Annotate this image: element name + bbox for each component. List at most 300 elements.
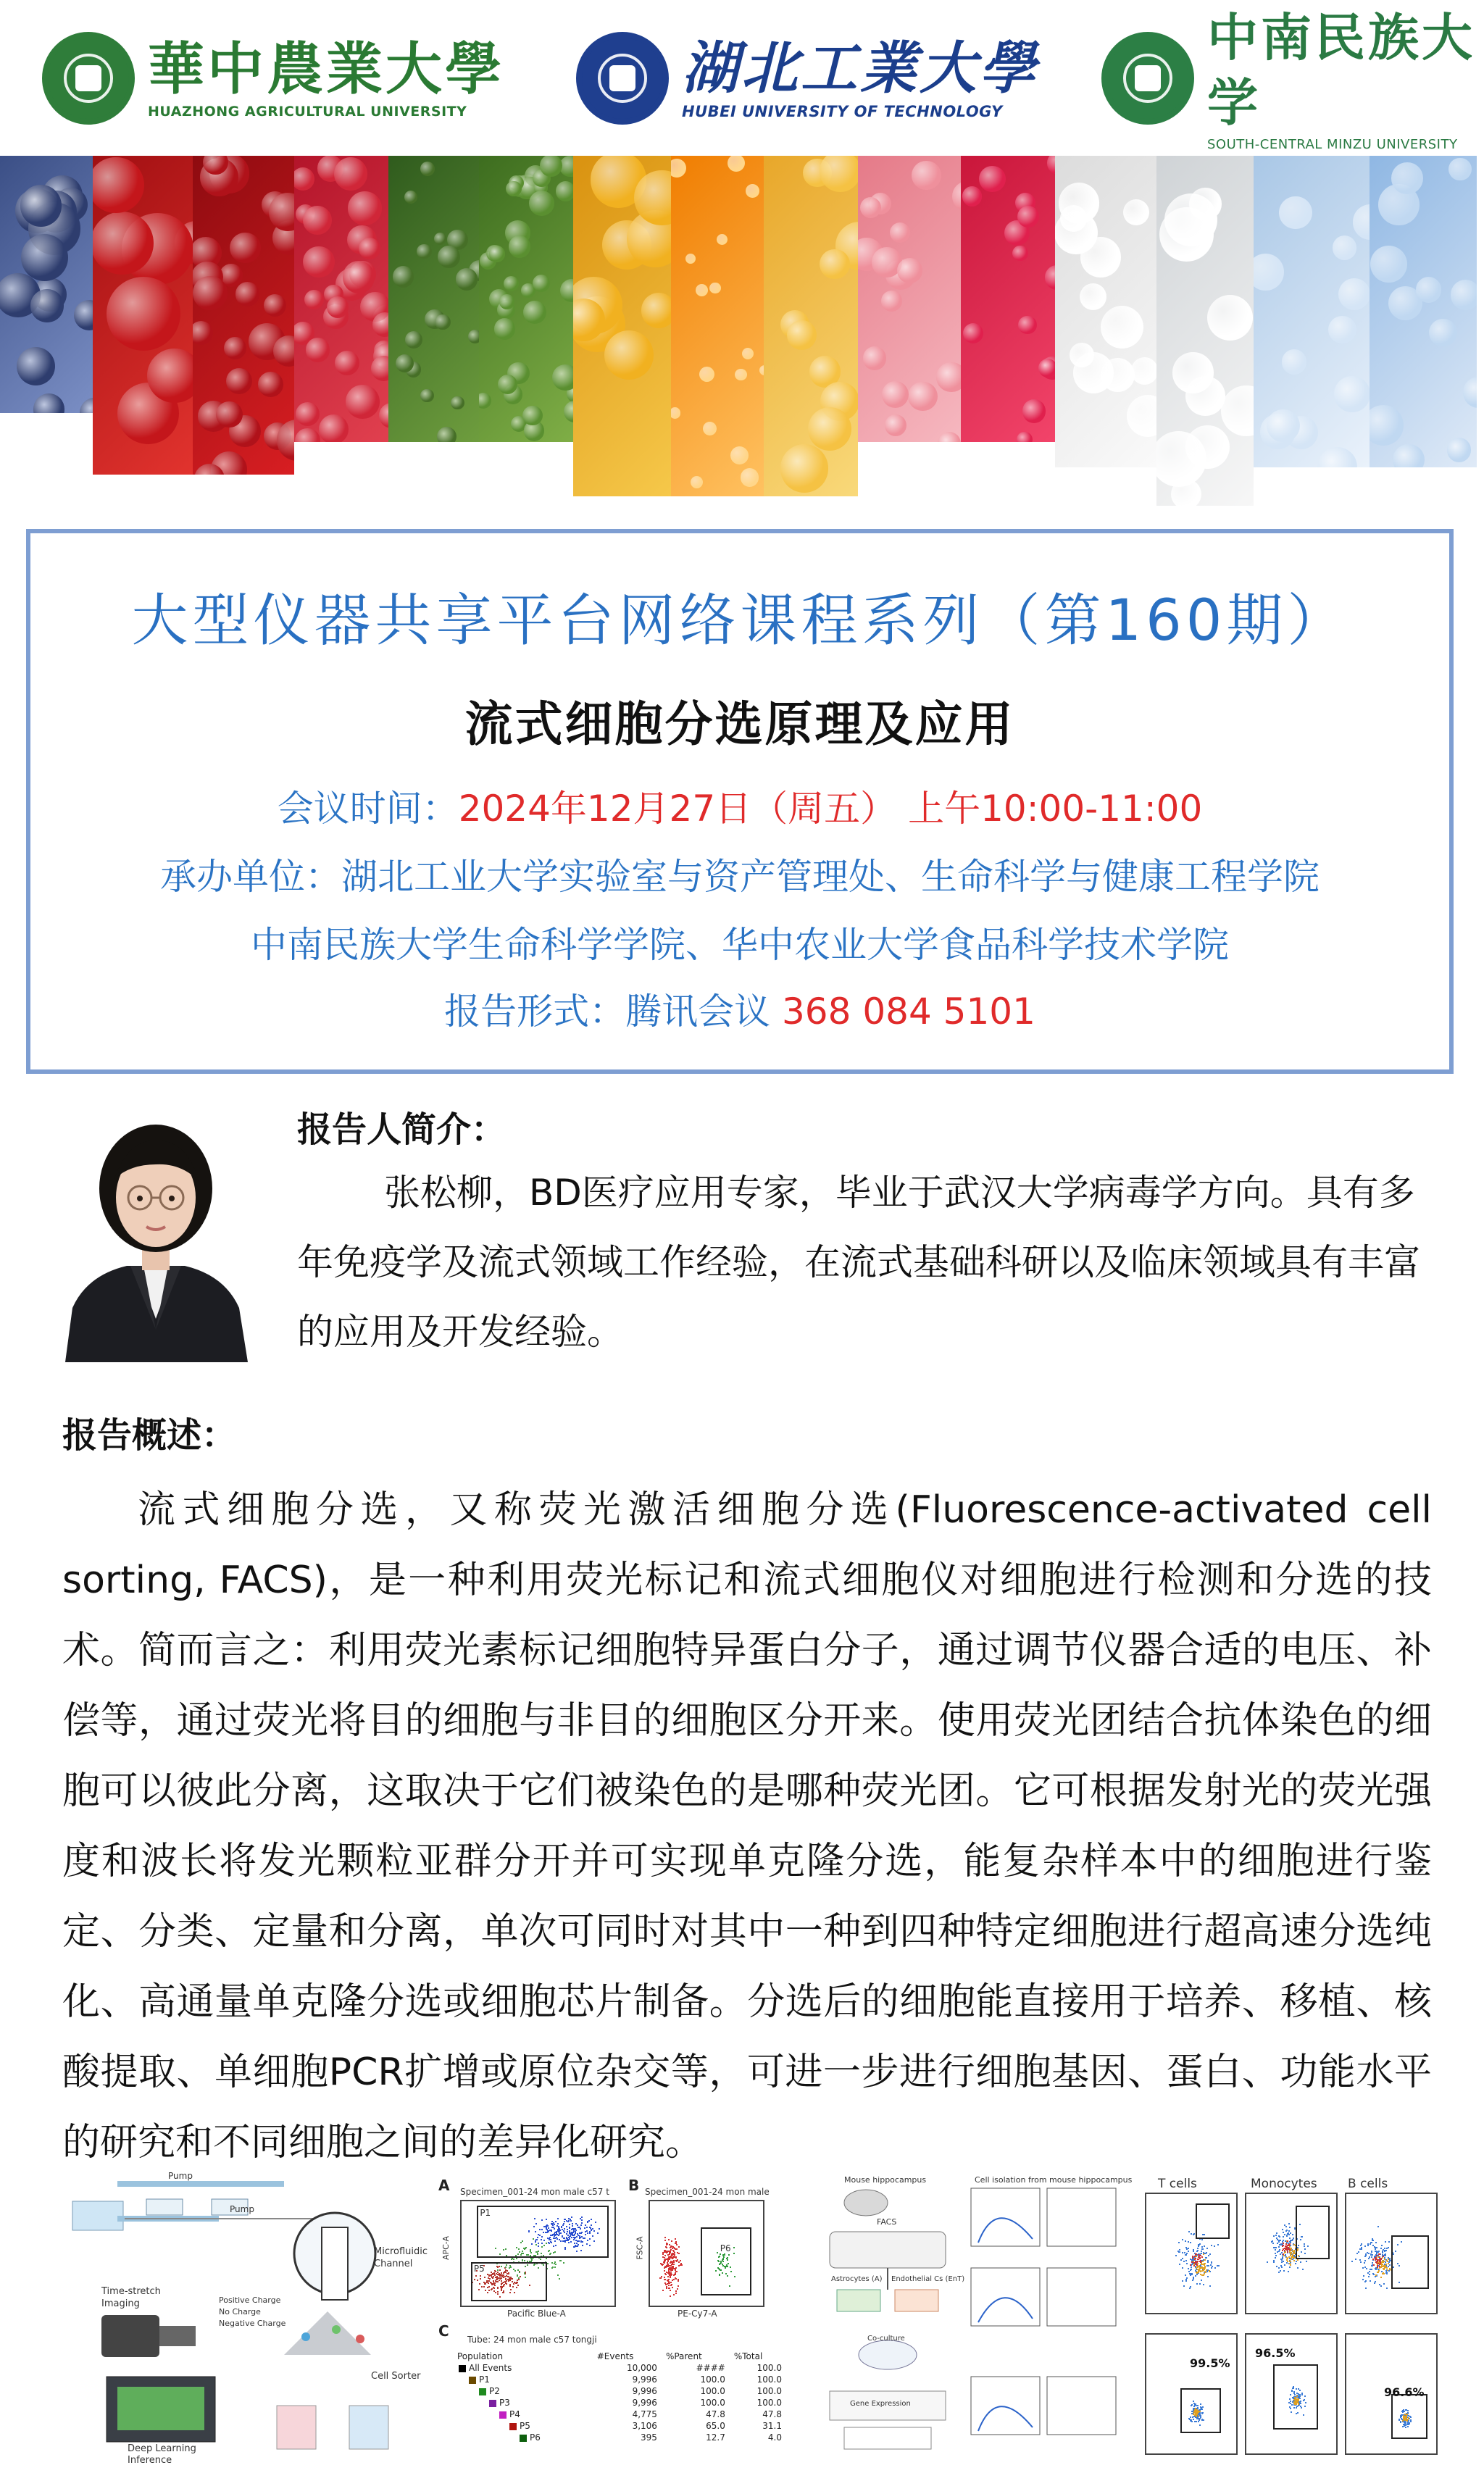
scatter-point [1273, 2260, 1275, 2261]
scatter-point [1199, 2261, 1201, 2262]
scatter-point [1290, 2232, 1291, 2234]
scatter-point [1185, 2260, 1187, 2261]
scatter-point [1286, 2235, 1288, 2237]
scatter-point [1370, 2254, 1372, 2256]
fig3-astro: Astrocytes (A) [831, 2275, 883, 2283]
scatter-point [1388, 2247, 1389, 2248]
scatter-point [1376, 2252, 1377, 2253]
table-cell: 100.0 [756, 2374, 782, 2385]
scatter-point [1201, 2256, 1203, 2258]
scatter-point [665, 2266, 667, 2268]
scatter-point [1375, 2242, 1377, 2243]
scatter-point [1188, 2251, 1189, 2252]
scatter-point [664, 2279, 666, 2280]
scatter-point [1281, 2259, 1283, 2261]
hbut-seal-icon [576, 32, 669, 125]
scatter-point [668, 2285, 670, 2286]
meeting-time-label: 会议时间： [277, 788, 459, 830]
scatter-point [1387, 2269, 1388, 2271]
scatter-point [662, 2264, 664, 2265]
scatter-point [1198, 2259, 1199, 2260]
table-cell: #### [696, 2363, 725, 2373]
scatter-point [1201, 2251, 1202, 2252]
scatter-point [1371, 2251, 1372, 2253]
scatter-point [1290, 2241, 1291, 2243]
table-header-cell: Population [457, 2351, 504, 2361]
scatter-point [675, 2271, 677, 2272]
scatter-point [1191, 2233, 1192, 2235]
overview-heading: 报告概述： [62, 1415, 237, 1456]
fig1-neg-charge: Negative Charge [219, 2319, 286, 2328]
meeting-time-value: 2024年12月27日（周五） 上午10:00-11:00 [458, 788, 1203, 830]
scatter-point [1371, 2269, 1372, 2270]
scatter-point [1360, 2261, 1362, 2263]
table-cell [453, 2397, 593, 2409]
scatter-point [1291, 2248, 1292, 2249]
fig2-panel-c: C [438, 2322, 449, 2340]
scatter-point [1273, 2247, 1275, 2248]
fig4-monocytes-label: Monocytes [1251, 2177, 1317, 2191]
scatter-point [1386, 2288, 1388, 2289]
scatter-point [1198, 2269, 1199, 2271]
host-line-1: 承办单位：湖北工业大学实验室与资产管理处、生命科学与健康工程学院 [160, 856, 1320, 898]
scatter-point [1203, 2264, 1204, 2265]
scatter-point [1385, 2241, 1386, 2243]
scatter-point [1283, 2270, 1285, 2272]
scatter-point [1267, 2261, 1268, 2263]
scatter-point [680, 2260, 681, 2261]
table-cell [453, 2409, 593, 2420]
scatter-point [1211, 2267, 1212, 2269]
population-name: P2 [489, 2386, 500, 2396]
scatter-point [1177, 2251, 1179, 2252]
scatter-point [1272, 2243, 1274, 2244]
scatter-point [1302, 2269, 1304, 2270]
scatter-point [1283, 2253, 1284, 2255]
scatter-point [1365, 2288, 1367, 2289]
gate-box [701, 2227, 751, 2295]
fig4-plot-t-post [1145, 2333, 1238, 2455]
scatter-point [673, 2294, 675, 2295]
table-cell: 100.0 [700, 2374, 725, 2385]
fig2-population-table [453, 2351, 786, 2443]
scatter-point [1198, 2266, 1199, 2267]
table-cell: 9,996 [632, 2374, 657, 2385]
fig2-ylabel-b: FSC-A [635, 2236, 645, 2260]
population-swatch [489, 2400, 496, 2407]
table-cell: 4,775 [632, 2409, 657, 2419]
scatter-point [1218, 2265, 1220, 2266]
fig2-panel-b: B [628, 2177, 640, 2194]
gate-label: P5 [473, 2264, 485, 2274]
scatter-point [662, 2252, 664, 2253]
population-swatch [520, 2435, 527, 2442]
meeting-format-label: 报告形式：腾讯会议 [444, 991, 782, 1033]
fig4-plot-b-pre [1345, 2193, 1438, 2314]
table-row [453, 2432, 786, 2443]
fig1-microfluidic: Microfluidic [374, 2246, 428, 2257]
scatter-point [1361, 2248, 1362, 2250]
scatter-point [1382, 2257, 1383, 2259]
scatter-point [1287, 2240, 1288, 2242]
scatter-point [669, 2259, 670, 2260]
scatter-point [1386, 2272, 1388, 2273]
scatter-point [1364, 2260, 1366, 2261]
scatter-point [1185, 2240, 1186, 2242]
fig2-tube: Tube: 24 mon male c57 tongji [467, 2335, 597, 2345]
scatter-point [1376, 2255, 1377, 2256]
figure-facs-gating [438, 2174, 786, 2464]
scatter-point [1288, 2223, 1290, 2224]
scatter-point [678, 2280, 679, 2282]
fig4-plot-t-pre [1145, 2193, 1238, 2314]
scatter-point [1206, 2265, 1208, 2266]
scatter-point [1289, 2266, 1291, 2268]
table-cell: 47.8 [706, 2409, 725, 2419]
population-name: P4 [509, 2409, 520, 2419]
scatter-point [1203, 2274, 1204, 2276]
scatter-point [664, 2282, 666, 2284]
scatter-point [1209, 2285, 1211, 2287]
gate-box [1391, 2394, 1427, 2439]
population-swatch [509, 2423, 517, 2430]
scatter-point [1289, 2238, 1291, 2239]
scatter-point [676, 2261, 678, 2262]
table-cell [453, 2432, 593, 2443]
scatter-point [1214, 2245, 1215, 2247]
population-name: P5 [520, 2421, 530, 2431]
scatter-point [1386, 2267, 1388, 2269]
scatter-point [1204, 2271, 1206, 2272]
scatter-point [1185, 2247, 1187, 2248]
scatter-point [1183, 2261, 1185, 2262]
fig4-tcells-label: T cells [1158, 2177, 1197, 2191]
scatter-point [660, 2263, 662, 2264]
fig3-coculture: Co-culture [867, 2335, 905, 2343]
scatter-point [680, 2264, 681, 2266]
scatter-point [1362, 2267, 1364, 2269]
scatter-point [1201, 2248, 1203, 2250]
fig1-pos-charge: Positive Charge [219, 2295, 281, 2305]
scatter-point [1285, 2247, 1287, 2248]
banner-strip [1055, 156, 1156, 467]
scatter-point [678, 2285, 679, 2287]
scatter-point [1206, 2269, 1207, 2271]
scatter-point [674, 2252, 675, 2253]
table-row [453, 2409, 786, 2420]
scatter-point [1289, 2248, 1291, 2250]
table-row [453, 2385, 786, 2397]
scatter-point [1291, 2257, 1292, 2259]
scatter-point [555, 2264, 556, 2265]
banner-strip [93, 156, 193, 475]
scatter-point [1372, 2273, 1374, 2274]
scatter-point [1276, 2266, 1277, 2267]
scatter-point [1284, 2224, 1285, 2226]
scatter-point [670, 2290, 671, 2291]
scatter-point [1188, 2241, 1189, 2243]
scatter-point [669, 2251, 670, 2253]
banner-strip [0, 156, 93, 413]
scuec-seal-icon [1101, 32, 1194, 125]
fig1-channel: Channel [374, 2259, 413, 2269]
table-cell: 395 [641, 2432, 657, 2443]
scatter-point [1200, 2271, 1201, 2272]
scuec-name-cn: 中南民族大学 [1207, 7, 1475, 133]
scatter-point [1289, 2263, 1291, 2264]
scatter-point [670, 2282, 672, 2283]
scatter-point [1189, 2288, 1191, 2289]
scatter-point [664, 2255, 666, 2256]
scatter-point [1283, 2236, 1284, 2238]
scatter-point [1370, 2243, 1371, 2245]
population-swatch [499, 2411, 507, 2419]
scatter-point [1300, 2261, 1301, 2263]
scatter-point [1369, 2256, 1370, 2258]
scatter-point [1385, 2261, 1386, 2263]
fig1-no-charge: No Charge [219, 2307, 261, 2316]
scatter-point [666, 2244, 667, 2245]
fig4-pct-b: 96.6% [1384, 2385, 1425, 2399]
scatter-point [1273, 2235, 1275, 2237]
scatter-point [1206, 2252, 1207, 2253]
scatter-point [1203, 2267, 1204, 2269]
scatter-point [670, 2272, 671, 2274]
scatter-point [1207, 2261, 1209, 2263]
scatter-point [1381, 2245, 1383, 2246]
scatter-point [1182, 2267, 1183, 2269]
scatter-point [1358, 2251, 1359, 2253]
scatter-point [1193, 2233, 1195, 2235]
scatter-point [1368, 2276, 1370, 2277]
scatter-point [1279, 2249, 1280, 2251]
scatter-point [1293, 2238, 1294, 2239]
figure-cell-isolation [815, 2174, 1134, 2464]
fig2-xlabel-a: Pacific Blue-A [507, 2309, 566, 2319]
scatter-point [1290, 2261, 1291, 2262]
scatter-point [1182, 2280, 1183, 2282]
table-header-cell: #Events [596, 2351, 634, 2361]
scatter-point [1364, 2245, 1366, 2247]
scatter-point [1363, 2275, 1364, 2277]
speaker-bio: 张松柳，BD医疗应用专家，毕业于武汉大学病毒学方向。具有多年免疫学及流式领域工作经验，在流式基础科研以及临床领域具有丰富的应用及开发经验。 [297, 1172, 1420, 1353]
scatter-point [546, 2258, 547, 2259]
food-banner-image [0, 156, 1484, 514]
scatter-point [540, 2259, 541, 2260]
scatter-point [1189, 2273, 1191, 2274]
fig1-pump-top: Pump [168, 2171, 193, 2181]
table-cell: 9,996 [632, 2398, 657, 2408]
scatter-point [677, 2259, 678, 2261]
scatter-point [1208, 2255, 1209, 2256]
scatter-point [681, 2264, 683, 2266]
scatter-point [1287, 2251, 1288, 2253]
scatter-point [1285, 2245, 1287, 2247]
scatter-point [1204, 2263, 1206, 2264]
scatter-point [1278, 2241, 1280, 2243]
scatter-point [1278, 2267, 1280, 2269]
scatter-point [1182, 2239, 1183, 2240]
fig2-xlabel-b: PE-Cy7-A [678, 2309, 717, 2319]
scatter-point [1202, 2270, 1204, 2272]
scatter-point [1373, 2264, 1375, 2266]
fig4-plot-mono-pre [1245, 2193, 1338, 2314]
hbut-logo [576, 28, 1038, 129]
hbut-name-cn: 湖北工業大學 [682, 36, 1039, 101]
scatter-point [1380, 2264, 1382, 2265]
scatter-point [1178, 2242, 1180, 2243]
table-cell: 3,106 [632, 2421, 657, 2431]
scatter-point [1297, 2267, 1298, 2269]
scatter-point [667, 2280, 669, 2282]
scatter-point [1287, 2261, 1288, 2262]
table-cell: 100.0 [700, 2386, 725, 2396]
scatter-point [675, 2274, 676, 2275]
scatter-point [675, 2277, 676, 2279]
fig1-deep-learning: Deep Learning [128, 2443, 196, 2454]
scatter-point [1296, 2261, 1297, 2262]
scatter-point [676, 2248, 678, 2250]
scatter-point [1201, 2274, 1203, 2276]
scatter-point [1288, 2232, 1289, 2234]
scatter-point [669, 2282, 670, 2284]
scatter-point [1306, 2261, 1307, 2262]
scatter-point [664, 2262, 665, 2264]
overview-text: 流式细胞分选，又称荧光激活细胞分选(Fluorescence-activated cell sorting, FACS)，是一种利用荧光标记和流式细胞仪对细胞进行检测和分选的技术。简而言之：利用荧光素标记细胞特异蛋白分子，通过调节仪器合适的电压、补偿等，通过荧光将目的细胞与非目的细胞区分开来。使用荧光团结合抗体染色的细胞可以彼此分离，这取决于它们被染色的是哪种荧光团。它可根据发射光的荧光强度和波长将发光颗粒亚群分开并可实现单克隆分选，能复杂样本中的细胞进行鉴定、分类、定量和分离，单次可同时对其中一种到四种特定细胞进行超高速分选纯化、高通量单克隆分选或细胞芯片制备。分选后的细胞能直接用于培养、移植、核酸提取、单细胞PCR扩增或原位杂交等，可进一步进行细胞基因、蛋白、功能水平的研究和不同细胞之间的差异化研究。 [62, 1488, 1432, 2164]
gate-box [1196, 2203, 1230, 2239]
scatter-point [1211, 2245, 1212, 2246]
scatter-point [1377, 2265, 1378, 2266]
scatter-point [1206, 2248, 1208, 2249]
scatter-point [1278, 2246, 1280, 2248]
scatter-point [678, 2279, 679, 2280]
scatter-point [670, 2246, 672, 2248]
fig1-imaging: Imaging [101, 2298, 140, 2309]
scatter-point [1292, 2256, 1293, 2257]
scatter-point [1282, 2229, 1283, 2230]
scatter-point [1288, 2271, 1289, 2272]
scatter-point [1198, 2254, 1199, 2256]
scatter-point [1280, 2270, 1281, 2272]
scatter-point [1380, 2277, 1382, 2278]
scatter-point [1377, 2226, 1379, 2227]
scatter-point [1380, 2285, 1382, 2287]
hzau-name-cn: 華中農業大學 [148, 36, 505, 102]
scatter-point [662, 2253, 664, 2255]
scatter-point [664, 2277, 665, 2278]
scatter-point [1204, 2245, 1205, 2247]
fig1-timestretch: Time-stretch [101, 2286, 161, 2297]
title-box [26, 529, 1454, 1074]
scatter-point [1206, 2257, 1207, 2259]
scatter-point [1275, 2235, 1277, 2236]
scatter-point [1190, 2242, 1191, 2243]
scatter-point [1281, 2261, 1283, 2263]
scatter-point [1379, 2264, 1380, 2265]
speaker-photo [58, 1112, 254, 1362]
scatter-point [1293, 2260, 1295, 2261]
population-name: P1 [479, 2374, 490, 2385]
scatter-point [672, 2250, 674, 2251]
scatter-point [1281, 2266, 1283, 2268]
scatter-point [1356, 2253, 1358, 2254]
scatter-point [1199, 2283, 1201, 2285]
banner-strip [1254, 156, 1370, 467]
scatter-point [1204, 2259, 1206, 2261]
scatter-point [675, 2290, 677, 2292]
scatter-point [1194, 2256, 1196, 2257]
population-name: P6 [530, 2432, 541, 2443]
hzau-seal-icon [42, 32, 135, 125]
scatter-point [672, 2258, 673, 2259]
scatter-point [1375, 2259, 1376, 2261]
scatter-point [1196, 2264, 1197, 2265]
scatter-point [1201, 2267, 1202, 2269]
scatter-point [1182, 2258, 1183, 2259]
table-cell: 100.0 [756, 2398, 782, 2408]
scatter-point [672, 2264, 673, 2265]
table-cell: 31.1 [762, 2421, 782, 2431]
scatter-point [1283, 2261, 1284, 2262]
scatter-point [1183, 2285, 1185, 2287]
meeting-id[interactable]: 368 084 5101 [782, 991, 1035, 1033]
scatter-point [673, 2260, 675, 2261]
scatter-point [670, 2277, 671, 2278]
scatter-point [1367, 2245, 1369, 2246]
scatter-point [1188, 2248, 1189, 2249]
banner-strip [388, 156, 479, 442]
table-cell: 12.7 [706, 2432, 725, 2443]
fig2-specimen-b: Specimen_001-24 mon male [645, 2187, 770, 2197]
scatter-point [1275, 2257, 1276, 2259]
scatter-point [664, 2273, 666, 2274]
banner-strip [961, 156, 1055, 442]
scatter-point [1209, 2271, 1210, 2272]
gate-label: P6 [720, 2243, 731, 2253]
scatter-point [1375, 2268, 1376, 2269]
scatter-point [1291, 2253, 1292, 2254]
scatter-point [666, 2251, 667, 2252]
scatter-point [1374, 2282, 1375, 2284]
scatter-point [531, 2259, 533, 2261]
scatter-point [1389, 2268, 1391, 2269]
scatter-point [1284, 2264, 1285, 2266]
scatter-point [1278, 2272, 1280, 2273]
population-name: All Events [469, 2363, 512, 2373]
table-cell: 100.0 [700, 2398, 725, 2408]
scatter-point [1284, 2252, 1285, 2253]
scatter-point [1190, 2264, 1191, 2266]
table-row [453, 2374, 786, 2385]
table-cell: 100.0 [756, 2363, 782, 2373]
scatter-point [1369, 2274, 1370, 2275]
fig1-inference: Inference [128, 2455, 172, 2466]
scatter-point [1383, 2261, 1385, 2262]
scatter-point [1288, 2230, 1290, 2232]
scatter-point [522, 2259, 523, 2261]
scatter-point [1186, 2263, 1188, 2264]
scatter-point [1192, 2257, 1193, 2259]
scatter-point [1282, 2250, 1283, 2251]
scatter-point [671, 2284, 672, 2285]
table-cell: 65.0 [706, 2421, 725, 2431]
scatter-point [530, 2258, 532, 2259]
scatter-point [1203, 2253, 1204, 2255]
scatter-point [661, 2276, 662, 2277]
host-line-2: 中南民族大学生命科学学院、华中农业大学食品科学技术学院 [251, 924, 1229, 966]
scatter-point [1199, 2257, 1201, 2259]
scatter-point [1365, 2253, 1367, 2255]
